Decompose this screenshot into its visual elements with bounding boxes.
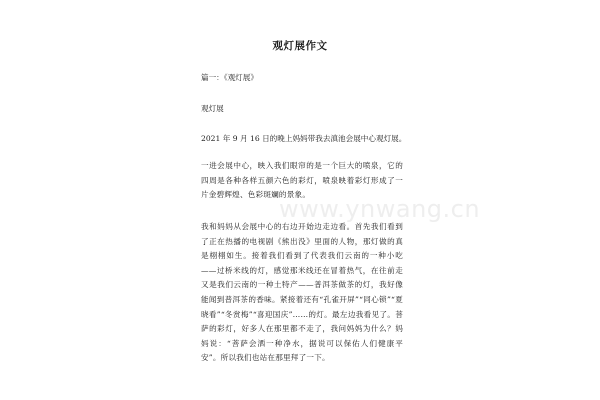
essay-subtitle: 观灯展	[201, 104, 224, 113]
paragraph-1: 2021 年 9 月 16 日的晚上妈妈带我去滇池会展中心观灯展。	[201, 134, 407, 143]
site-watermark: www.ynwang.cn	[279, 195, 481, 223]
paragraph-3: 我和妈妈从会展中心的右边开始边走边看。首先我们看到了正在热播的电视剧《熊出没》里面的人物，那灯做的真是栩栩如生。接着我们看到了代表我们云南的一种小吃——过桥米线的灯，感觉那米线还在冒着热气，在往前走又是我们云南的一种土特产——普洱茶做茶的灯，我好像能闻到普洱茶的香味。紧接着还有“孔雀开屏”“同心锁”“夏晓看”“冬赏梅”“喜迎国庆”……的灯。最左边我看见了。菩萨的彩灯，好多人在那里都不走了，我问妈妈为什么？妈妈说：“菩萨会洒一种净水，据说可以保佑人们健康平安”。所以我们也站在那里拜了一下。	[201, 222, 403, 363]
document-title: 观灯展作文	[272, 40, 328, 52]
section-heading: 篇一：《观灯展》	[201, 73, 258, 82]
paragraph-2: 一进会展中心，映入我们眼帘的是一个巨大的喷泉，它的四周是各种各样五颜六色的彩灯，喷泉映着彩灯形成了一片金碧辉煌、色彩斑斓的景象。	[201, 161, 403, 200]
